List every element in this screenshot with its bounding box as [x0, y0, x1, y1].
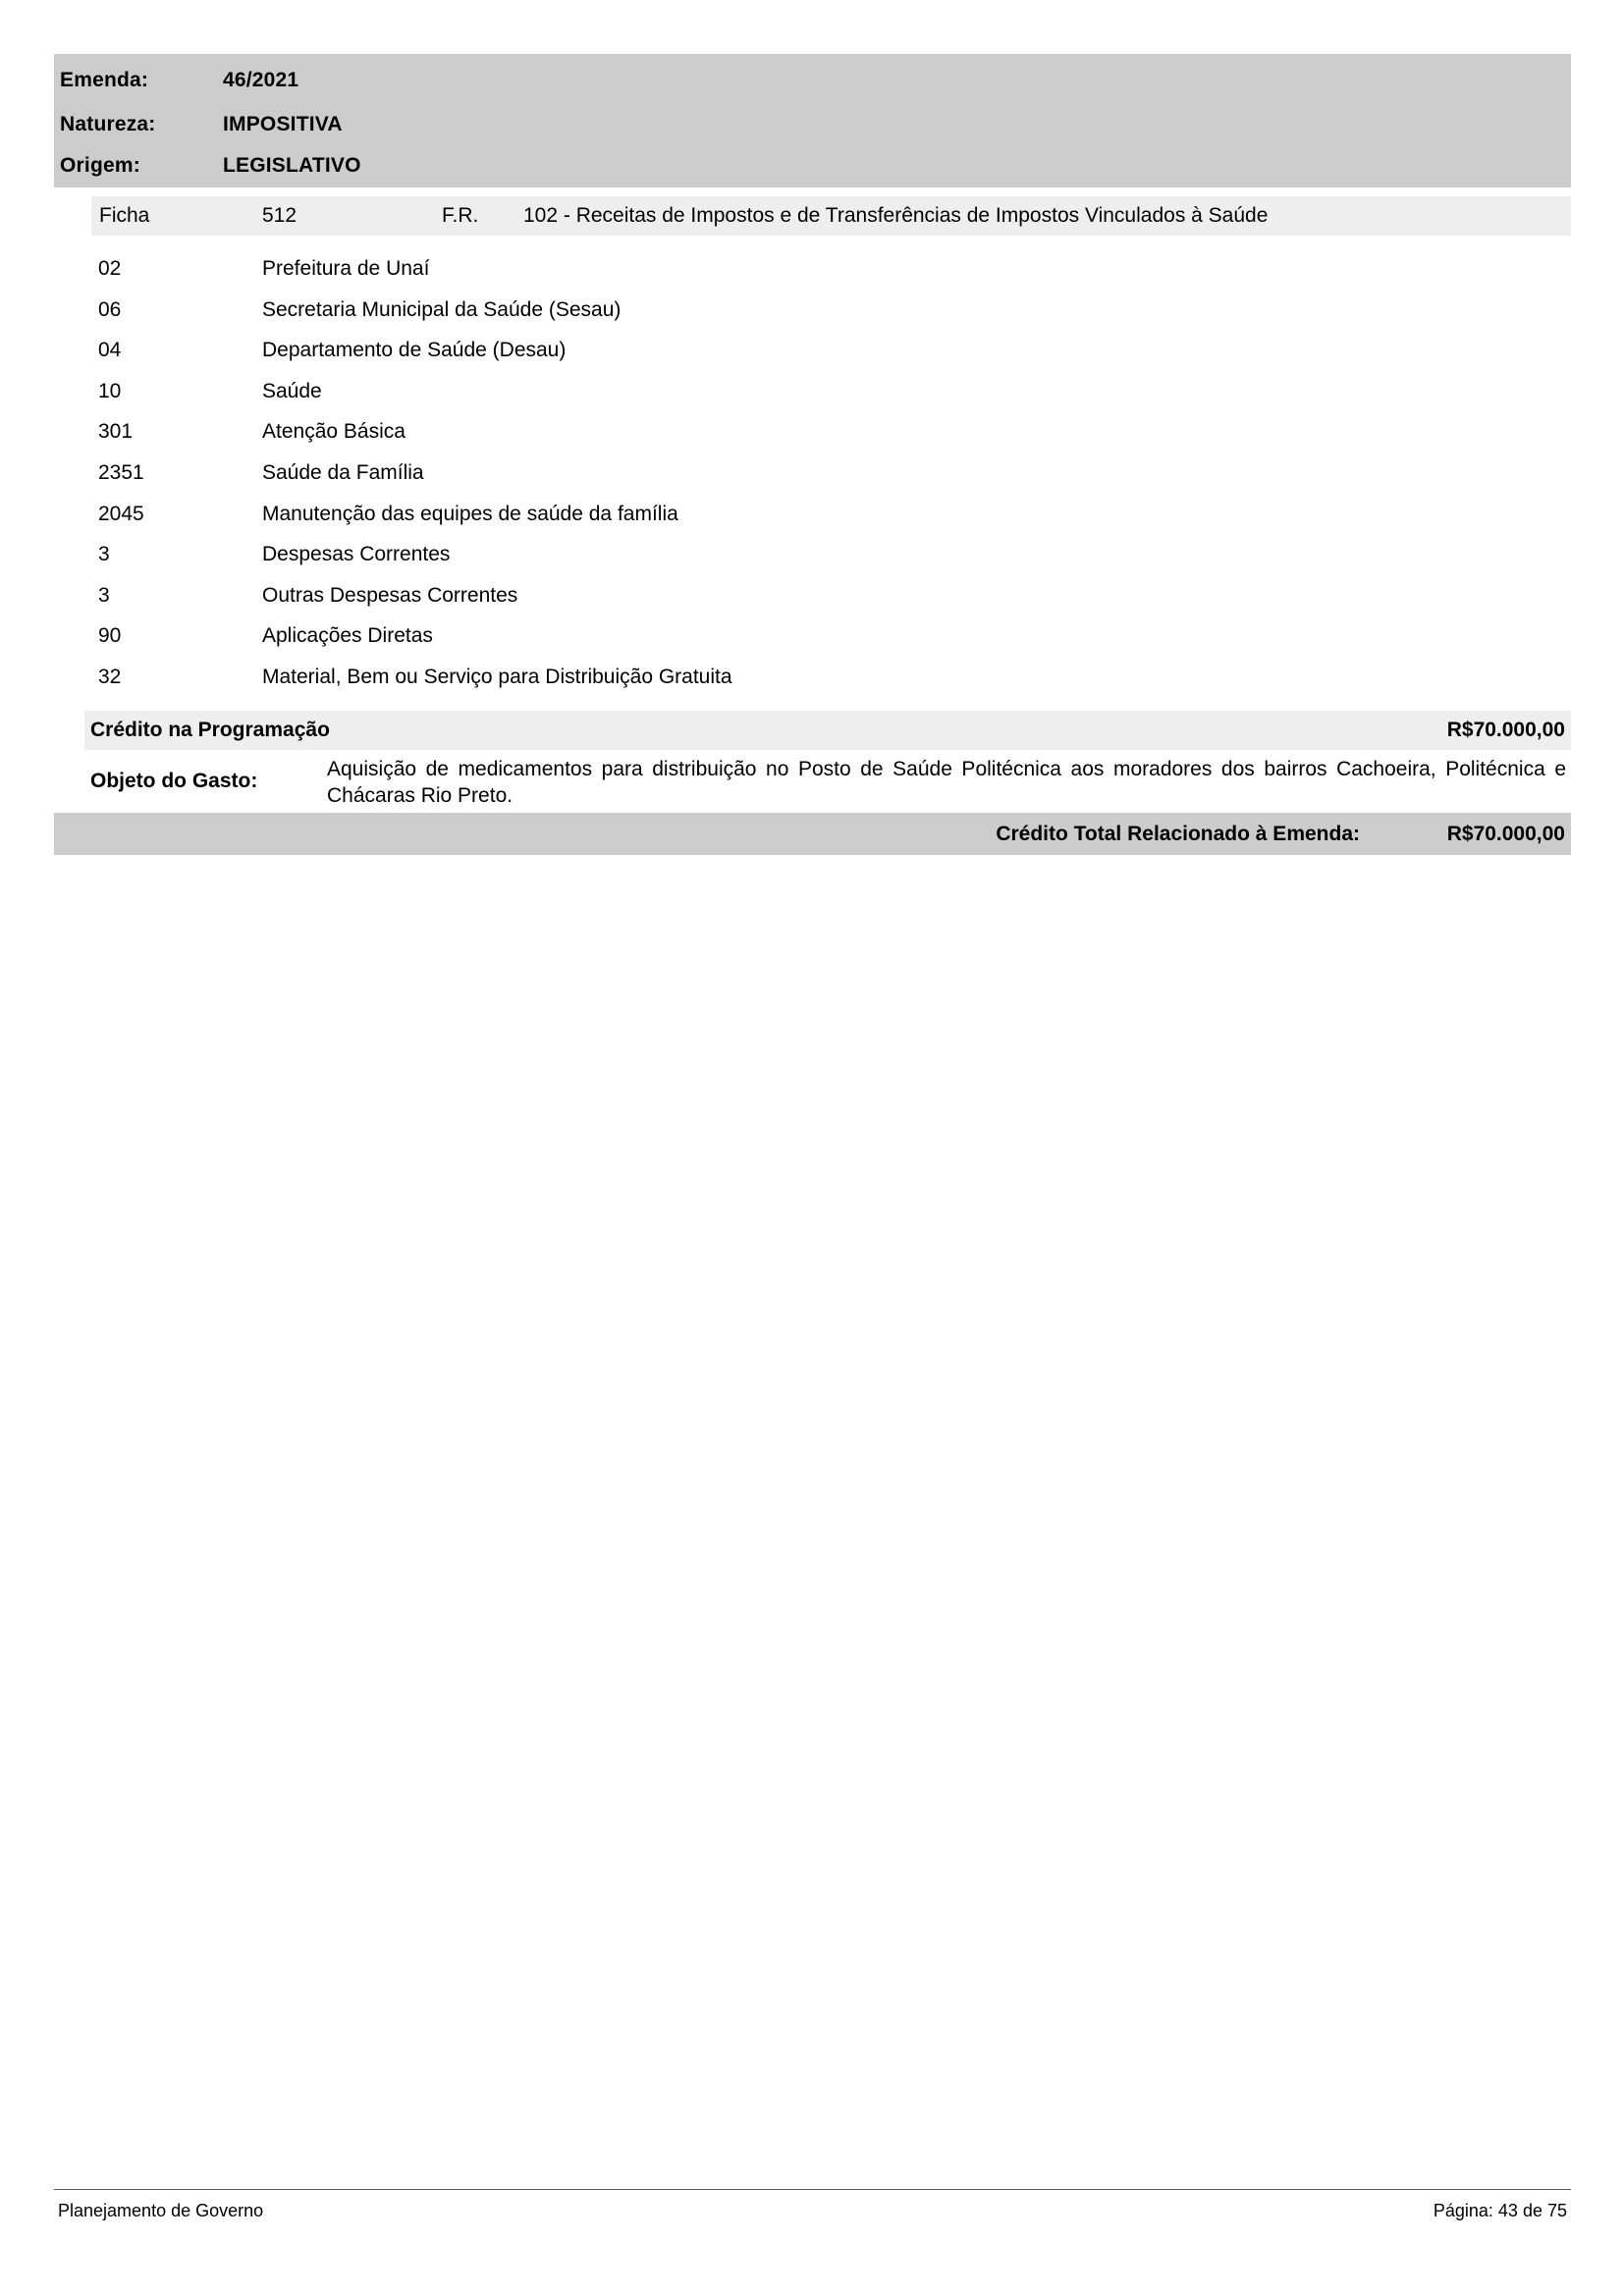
list-item	[98, 499, 1561, 540]
class-description: Departamento de Saúde (Desau)	[262, 339, 567, 362]
class-code: 02	[98, 257, 122, 280]
origem-label: Origem:	[60, 154, 140, 177]
list-item	[98, 416, 1561, 457]
credito-total-label: Crédito Total Relacionado à Emenda:	[996, 823, 1360, 845]
credito-total-row	[54, 813, 1571, 855]
class-description: Prefeitura de Unaí	[262, 257, 430, 280]
ficha-value: 512	[262, 204, 298, 227]
objeto-gasto-value: Aquisição de medicamentos para distribuição no Posto de Saúde Politécnica aos moradores dos bairros Cachoeira, Politécnica e Chácaras Rio Preto.	[327, 758, 1566, 807]
footer-divider	[54, 2189, 1571, 2190]
class-code: 3	[98, 543, 110, 566]
class-description: Despesas Correntes	[262, 543, 451, 566]
class-code: 90	[98, 624, 122, 648]
list-item	[98, 580, 1561, 621]
emenda-value: 46/2021	[223, 69, 299, 91]
list-item	[98, 662, 1561, 703]
natureza-value: IMPOSITIVA	[223, 113, 343, 135]
class-description: Manutenção das equipes de saúde da família	[262, 502, 678, 525]
credito-programacao-label: Crédito na Programação	[90, 719, 330, 741]
credito-total-value: R$70.000,00	[1446, 823, 1565, 845]
class-code: 04	[98, 339, 122, 362]
class-code: 3	[98, 583, 110, 607]
page-number: Página: 43 de 75	[1433, 2201, 1567, 2220]
list-item	[98, 620, 1561, 662]
fonte-recurso-label: F.R.	[442, 204, 479, 227]
ficha-row	[91, 196, 1571, 236]
credito-programacao-row	[84, 711, 1571, 750]
list-item	[98, 253, 1561, 294]
class-description: Saúde	[262, 379, 322, 402]
objeto-gasto-row	[84, 756, 1571, 811]
class-description: Material, Bem ou Serviço para Distribuição Gratuita	[262, 665, 732, 688]
class-code: 2351	[98, 460, 144, 484]
objeto-gasto-label: Objeto do Gasto:	[90, 770, 258, 792]
natureza-label: Natureza:	[60, 113, 156, 135]
class-description: Atenção Básica	[262, 420, 406, 444]
class-code: 32	[98, 665, 122, 688]
emenda-header	[54, 54, 1571, 187]
class-code: 06	[98, 297, 122, 321]
class-code: 2045	[98, 502, 144, 525]
list-item	[98, 294, 1561, 336]
class-description: Saúde da Família	[262, 460, 424, 484]
class-description: Outras Despesas Correntes	[262, 583, 518, 607]
class-code: 301	[98, 420, 134, 444]
class-description: Aplicações Diretas	[262, 624, 433, 648]
credito-programacao-value: R$70.000,00	[1446, 719, 1565, 741]
emenda-label: Emenda:	[60, 69, 149, 91]
class-description: Secretaria Municipal da Saúde (Sesau)	[262, 297, 622, 321]
list-item	[98, 376, 1561, 417]
ficha-label: Ficha	[99, 204, 150, 227]
origem-value: LEGISLATIVO	[223, 154, 361, 177]
footer-department: Planejamento de Governo	[58, 2201, 264, 2220]
list-item	[98, 457, 1561, 499]
fonte-recurso-value: 102 - Receitas de Impostos e de Transferências de Impostos Vinculados à Saúde	[523, 204, 1269, 227]
list-item	[98, 335, 1561, 376]
class-code: 10	[98, 379, 122, 402]
classification-list	[98, 253, 1561, 703]
list-item	[98, 539, 1561, 580]
